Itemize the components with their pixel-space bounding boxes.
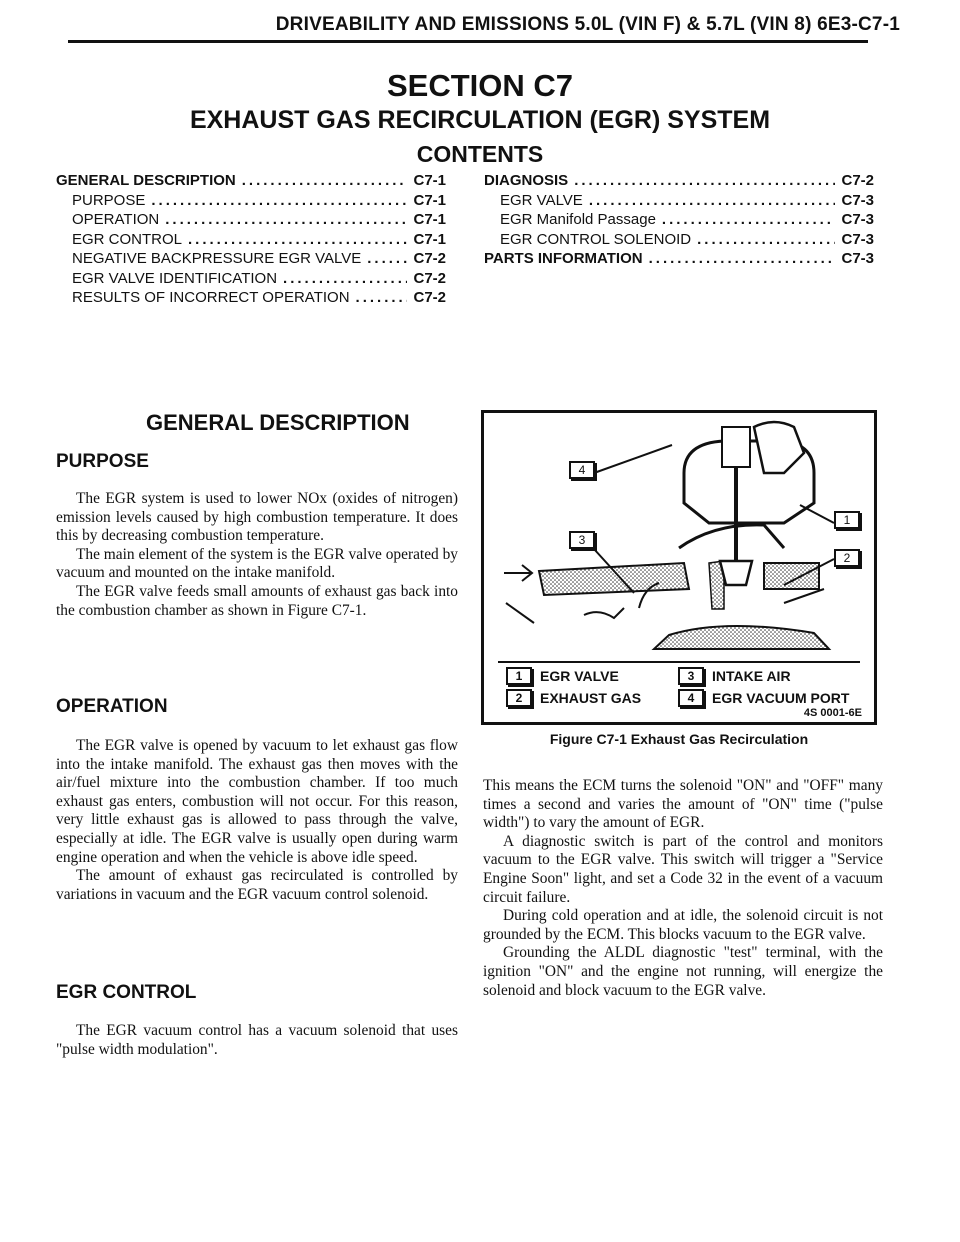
toc-right bbox=[484, 172, 874, 270]
toc-leader bbox=[697, 231, 835, 248]
toc-entry bbox=[484, 192, 874, 212]
toc-page: C7-2 bbox=[413, 289, 446, 306]
page-header: DRIVEABILITY AND EMISSIONS 5.0L (VIN F) & 5.7L (VIN 8) 6E3-C7-1 bbox=[275, 14, 900, 35]
legend-item bbox=[678, 667, 791, 685]
toc-label: OPERATION bbox=[72, 211, 160, 228]
toc-label: RESULTS OF INCORRECT OPERATION bbox=[72, 289, 350, 306]
legend-item bbox=[506, 689, 641, 707]
toc-label: EGR Manifold Passage bbox=[500, 211, 656, 228]
toc-leader bbox=[242, 172, 408, 189]
callout-1: 1 bbox=[834, 511, 860, 529]
paragraph: This means the ECM turns the solenoid "ON" and "OFF" many times a second and varies the amount of "ON" time ("pulse width") to vary the amount of EGR. bbox=[483, 777, 883, 832]
toc-left bbox=[56, 172, 446, 309]
toc-entry bbox=[484, 172, 874, 192]
toc-page: C7-3 bbox=[841, 191, 874, 209]
toc-label: EGR CONTROL bbox=[72, 230, 183, 248]
intake-manifold-shape bbox=[654, 626, 829, 649]
toc-entry bbox=[56, 192, 446, 212]
toc-page: C7-3 bbox=[841, 250, 874, 267]
figure-id: 4S 0001-6E bbox=[803, 707, 862, 719]
toc-entry bbox=[56, 231, 446, 251]
toc-leader bbox=[574, 172, 835, 189]
toc-page: C7-3 bbox=[841, 211, 874, 228]
section-title: SECTION C7 bbox=[386, 68, 574, 103]
toc-entry bbox=[56, 270, 446, 290]
paragraph: The EGR system is used to lower NOx (oxides of nitrogen) emission levels caused by high combustion temperature. It does this by decreasing combustion temperature. bbox=[56, 490, 458, 545]
toc-label: GENERAL DESCRIPTION bbox=[56, 172, 236, 189]
section-subtitle: EXHAUST GAS RECIRCULATION (EGR) SYSTEM bbox=[189, 106, 771, 134]
paragraph: The EGR valve is opened by vacuum to let exhaust gas flow into the intake manifold. The exhaust gas then moves with the air/fuel mixture into the combustion chamber. If too much exhaust gas enters, combustion will not occur. For this reason, very little exhaust gas is allowed to pass through the valve, especially at idle. The EGR valve is usually open during warm engine operation and when the vehicle is above idle speed. bbox=[56, 737, 458, 866]
toc-leader bbox=[283, 270, 407, 287]
toc-leader bbox=[649, 250, 836, 267]
right-column-text bbox=[483, 777, 883, 1000]
toc-leader bbox=[367, 250, 407, 267]
toc-entry bbox=[484, 231, 874, 251]
egr-control-text bbox=[56, 1022, 458, 1059]
legend-label: EGR VALVE bbox=[540, 668, 619, 684]
toc-leader bbox=[589, 192, 836, 209]
paragraph: Grounding the ALDL diagnostic "test" terminal, with the ignition "ON" and the engine not running, will energize the solenoid and block vacuum to the EGR valve. bbox=[483, 944, 883, 999]
general-description-heading: GENERAL DESCRIPTION bbox=[146, 410, 410, 435]
legend-item bbox=[506, 667, 619, 685]
callout-2: 2 bbox=[834, 549, 860, 567]
paragraph: The main element of the system is the EGR valve operated by vacuum and mounted on the intake manifold. bbox=[56, 545, 458, 582]
header-rule bbox=[68, 40, 868, 43]
callout-4: 4 bbox=[569, 461, 595, 479]
toc-page: C7-3 bbox=[841, 230, 874, 248]
toc-label: EGR VALVE bbox=[500, 191, 583, 209]
paragraph: The amount of exhaust gas recirculated is controlled by variations in vacuum and the EGR vacuum control solenoid. bbox=[56, 867, 458, 903]
toc-label: EGR CONTROL SOLENOID bbox=[500, 230, 692, 248]
toc-page: C7-1 bbox=[413, 230, 446, 248]
paragraph: The EGR vacuum control has a vacuum solenoid that uses "pulse width modulation". bbox=[56, 1022, 458, 1058]
paragraph: The EGR valve feeds small amounts of exhaust gas back into the combustion chamber as shown in Figure C7-1. bbox=[56, 582, 458, 619]
toc-label: PARTS INFORMATION bbox=[484, 250, 643, 267]
figure-egr bbox=[481, 410, 877, 725]
callout-3: 3 bbox=[569, 531, 595, 549]
legend-num: 1 bbox=[506, 667, 532, 685]
legend-label: EGR VACUUM PORT bbox=[712, 690, 850, 706]
toc-label: PURPOSE bbox=[72, 191, 146, 209]
legend-num: 4 bbox=[678, 689, 704, 707]
toc-page: C7-1 bbox=[413, 191, 446, 209]
toc-page: C7-2 bbox=[841, 172, 874, 189]
toc-entry bbox=[56, 172, 446, 192]
legend-num: 3 bbox=[678, 667, 704, 685]
egr-valve-diagram bbox=[484, 413, 874, 663]
toc-leader bbox=[165, 211, 407, 228]
legend-label: INTAKE AIR bbox=[712, 668, 791, 684]
toc-label: DIAGNOSIS bbox=[484, 172, 569, 189]
operation-heading: OPERATION bbox=[56, 696, 168, 717]
toc-page: C7-1 bbox=[413, 172, 446, 189]
toc-leader bbox=[151, 192, 407, 209]
contents-heading: CONTENTS bbox=[416, 141, 544, 167]
toc-leader bbox=[356, 289, 408, 306]
toc-label: EGR VALVE IDENTIFICATION bbox=[72, 269, 278, 287]
toc-entry bbox=[484, 250, 874, 270]
toc-leader bbox=[662, 211, 836, 228]
paragraph: During cold operation and at idle, the solenoid circuit is not grounded by the ECM. This blocks vacuum to the EGR valve. bbox=[483, 907, 883, 943]
figure-caption: Figure C7-1 Exhaust Gas Recirculation bbox=[549, 731, 809, 747]
toc-leader bbox=[188, 231, 407, 248]
toc-page: C7-1 bbox=[413, 211, 446, 228]
toc-entry bbox=[56, 211, 446, 231]
exhaust-passage-shape bbox=[539, 563, 689, 595]
purpose-text bbox=[56, 490, 458, 620]
purpose-heading: PURPOSE bbox=[56, 451, 149, 472]
toc-page: C7-2 bbox=[413, 269, 446, 287]
legend-label: EXHAUST GAS bbox=[540, 690, 642, 706]
egr-control-heading: EGR CONTROL bbox=[56, 982, 197, 1003]
legend-rule bbox=[498, 661, 860, 663]
toc-entry bbox=[56, 289, 446, 309]
toc-entry bbox=[56, 250, 446, 270]
legend-item bbox=[678, 689, 849, 707]
toc-entry bbox=[484, 211, 874, 231]
paragraph: A diagnostic switch is part of the control and monitors vacuum to the EGR valve. This switch will trigger a "Service Engine Soon" light, and set a Code 32 in the event of a vacuum circuit failure. bbox=[483, 832, 883, 906]
toc-label: NEGATIVE BACKPRESSURE EGR VALVE bbox=[72, 250, 362, 267]
toc-page: C7-2 bbox=[413, 250, 446, 267]
legend-num: 2 bbox=[506, 689, 532, 707]
operation-text bbox=[56, 737, 458, 904]
